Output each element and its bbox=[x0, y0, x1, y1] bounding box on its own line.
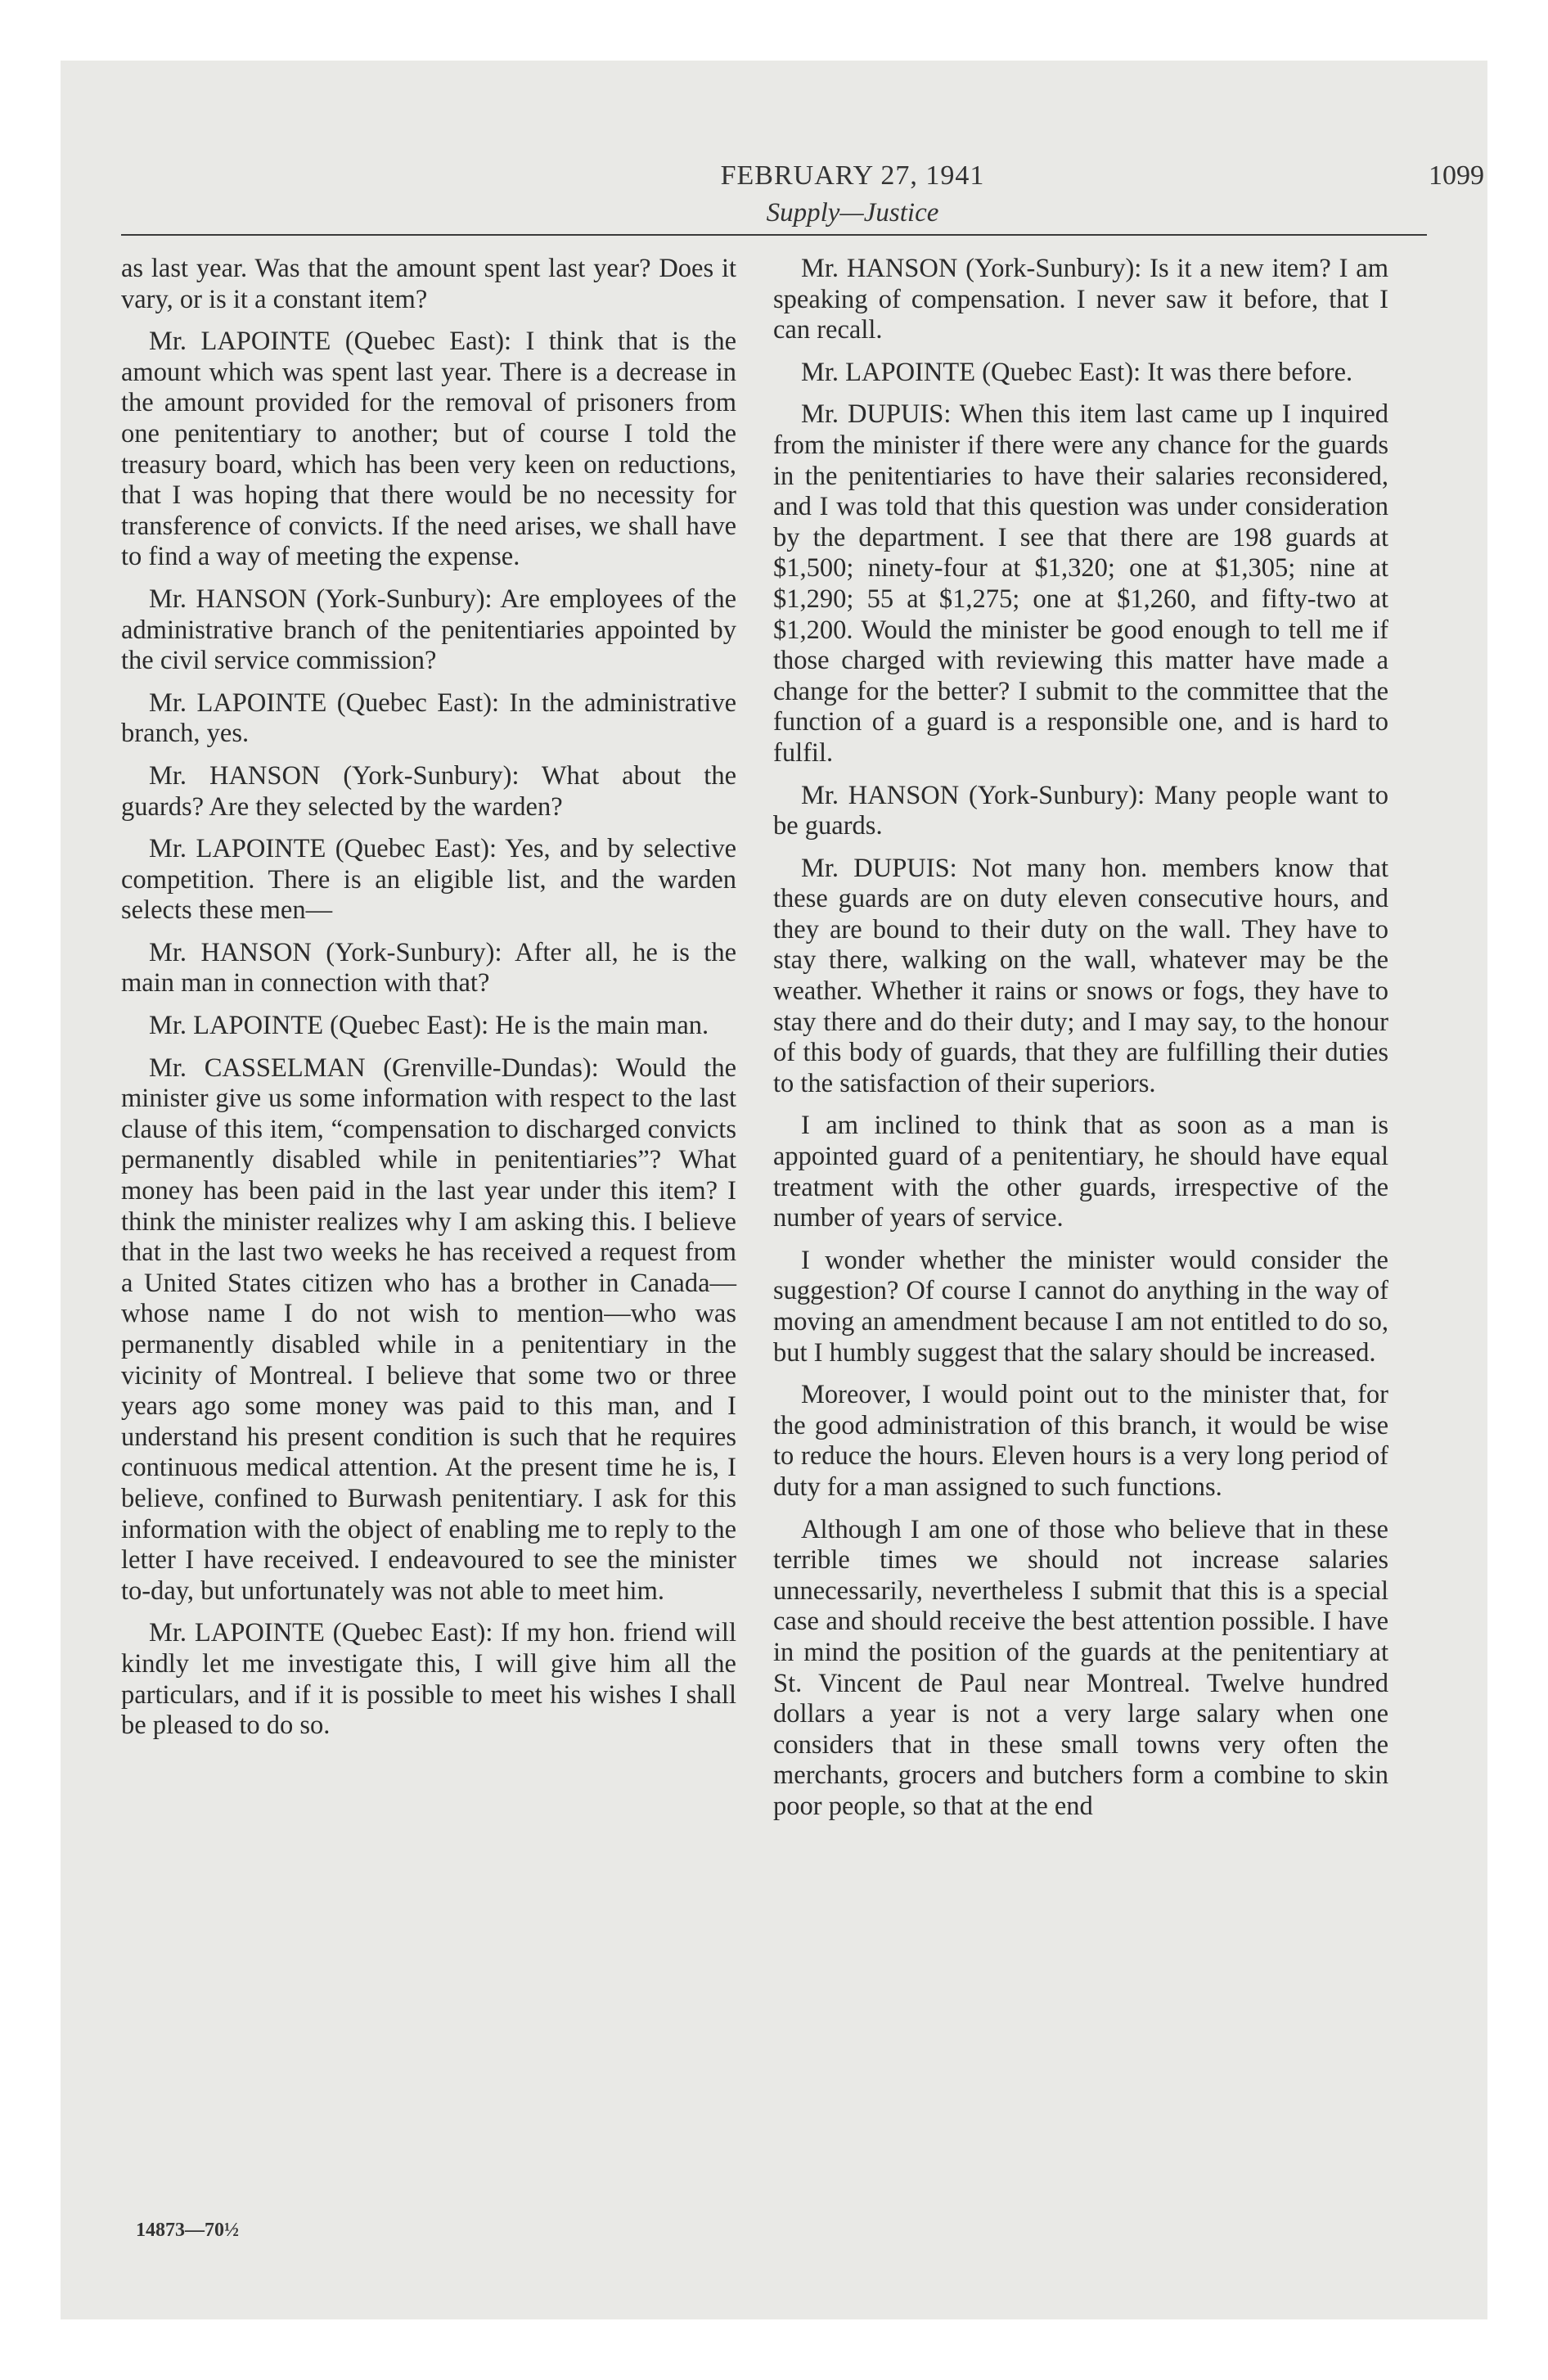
paragraph: Mr. HANSON (York-Sunbury): Many people want to be guards. bbox=[773, 780, 1388, 841]
paragraph: Mr. HANSON (York-Sunbury): Is it a new item? I am speaking of compensation. I never saw it before, that I can recall. bbox=[773, 254, 1388, 345]
section-title: Supply—Justice bbox=[766, 198, 939, 228]
paragraph: Mr. LAPOINTE (Quebec East): He is the main man. bbox=[149, 1011, 709, 1041]
printer-code: 14873—70½ bbox=[136, 2220, 239, 2241]
paragraph: Mr. DUPUIS: When this item last came up I inquired from the minister if there were any chance for the guards in the penitentiaries to have their salaries reconsidered, and I was told that this question was under consideration by the department. I see that there are 198 guards at $1,500; ninety-four at $1,320; one at $1,305; nine at $1,290; 55 at $1,275; one at $1,260, and fifty-two at $1,200. Would the minister be good enough to tell me if those charged with reviewing this matter have made a change for the better? I submit to the committee that the function of a guard is a responsible one, and is hard to fulfil. bbox=[773, 399, 1388, 768]
paragraph: Mr. LAPOINTE (Quebec East): Yes, and by selective competition. There is an eligible list, and the warden selects these men— bbox=[121, 834, 736, 926]
paragraph: Mr. CASSELMAN (Grenville-Dundas): Would the minister give us some information with respect to the last clause of this item, “compensation to discharged convicts permanently disabled while in penitentiaries”? What money has been paid in the last year under this item? I think the minister realizes why I am asking this. I believe that in the last two weeks he has received a request from a United States citizen who has a brother in Canada—whose name I do not wish to mention—who was permanently disabled while in a penitentiary in the vicinity of Montreal. I believe that some two or three years ago some money was paid to this man, and I understand his present condition is such that he requires continuous medical attention. At the present time he is, I believe, confined to Burwash penitentiary. I ask for this information with the object of enabling me to reply to the letter I have received. I endeavoured to see the minister to-day, but unfortunately was not able to meet him. bbox=[121, 1053, 736, 1606]
paragraph: Mr. DUPUIS: Not many hon. members know that these guards are on duty eleven consecutive hours, and they are bound to their duty on the wall. They have to stay there, walking on the wall, whatever may be the weather. Whether it rains or snows or fogs, they have to stay there and do their duty; and I may say, to the honour of this body of guards, that they are fulfilling their duties to the satisfaction of their superiors. bbox=[773, 853, 1388, 1098]
paragraph: Mr. HANSON (York-Sunbury): Are employees of the administrative branch of the penitentiaries appointed by the civil service commission? bbox=[121, 584, 736, 676]
paragraph: I am inclined to think that as soon as a man is appointed guard of a penitentiary, he should have equal treatment with the other guards, irrespective of the number of years of service. bbox=[773, 1111, 1388, 1233]
paragraph: Mr. LAPOINTE (Quebec East): I think that is the amount which was spent last year. There is a decrease in the amount provided for the removal of prisoners from one penitentiary to another; but of course I told the treasury board, which has been very keen on reductions, that I was hoping that there would be no necessity for transference of convicts. If the need arises, we shall have to find a way of meeting the expense. bbox=[121, 327, 736, 572]
paragraph: Mr. LAPOINTE (Quebec East): If my hon. friend will kindly let me investigate this, I will give him all the particulars, and if it is possible to meet his wishes I shall be pleased to do so. bbox=[121, 1618, 736, 1741]
paragraph: Mr. LAPOINTE (Quebec East): In the administrative branch, yes. bbox=[121, 687, 736, 749]
header-rule bbox=[121, 234, 1427, 236]
paragraph: I wonder whether the minister would consider the suggestion? Of course I cannot do anything in the way of moving an amendment because I am not entitled to do so, but I humbly suggest that the salary should be increased. bbox=[773, 1245, 1388, 1368]
scanned-page bbox=[61, 61, 1487, 2319]
page-date-header: FEBRUARY 27, 1941 bbox=[720, 160, 985, 191]
left-column bbox=[121, 254, 736, 1753]
paragraph: Mr. HANSON (York-Sunbury): What about the guards? Are they selected by the warden? bbox=[121, 760, 736, 822]
paragraph: as last year. Was that the amount spent last year? Does it vary, or is it a constant item? bbox=[121, 254, 736, 314]
page-number: 1099 bbox=[1429, 160, 1484, 191]
paragraph: Although I am one of those who believe that in these terrible times we should not increase salaries unnecessarily, nevertheless I submit that this is a special case and should receive the best attention possible. I have in mind the position of the guards at the penitentiary at St. Vincent de Paul near Montreal. Twelve hundred dollars a year is not a very large salary when one considers that in these small towns very often the merchants, grocers and butchers form a combine to skin poor people, so that at the end bbox=[773, 1514, 1388, 1821]
paragraph: Moreover, I would point out to the minister that, for the good administration of this branch, it would be wise to reduce the hours. Eleven hours is a very long period of duty for a man assigned to such functions. bbox=[773, 1380, 1388, 1502]
paragraph: Mr. HANSON (York-Sunbury): After all, he is the main man in connection with that? bbox=[121, 937, 736, 998]
paragraph: Mr. LAPOINTE (Quebec East): It was there before. bbox=[801, 357, 1353, 387]
right-column bbox=[773, 254, 1388, 1834]
